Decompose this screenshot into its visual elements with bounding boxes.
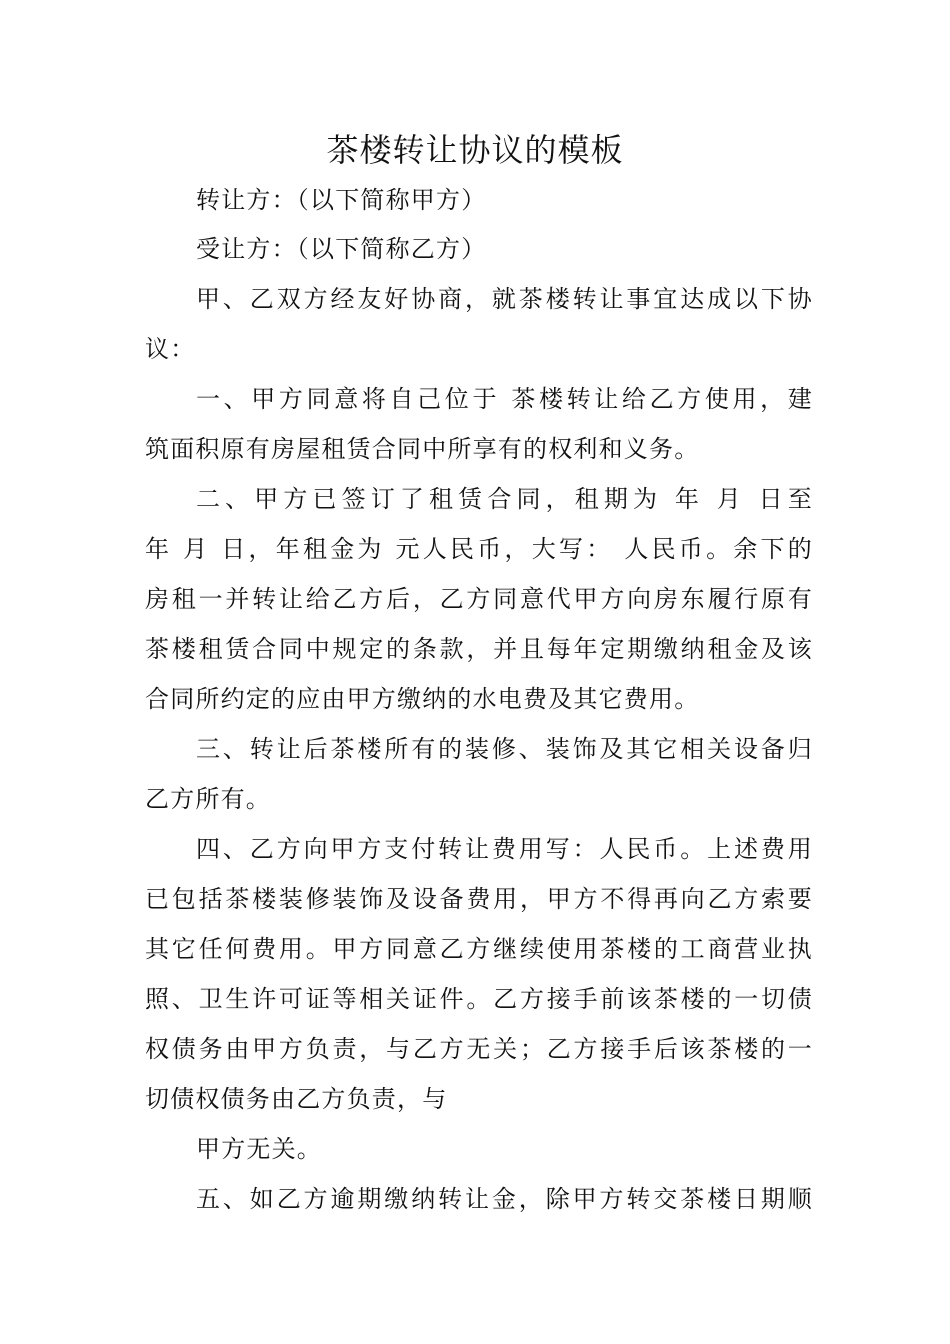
clause-4-line: 甲方无关。 xyxy=(196,1135,322,1163)
clause-3-line: 乙方所有。 xyxy=(145,785,271,813)
clause-4-line: 四、乙方向甲方支付转让费用写：人民币。上述费用 xyxy=(196,835,813,863)
clause-2-line: 年 月 日，年租金为 元人民币，大写： 人民币。余下的 xyxy=(145,535,813,563)
clause-1-line: 一、甲方同意将自己位于 茶楼转让给乙方使用，建 xyxy=(196,385,813,413)
clause-5-line: 五、如乙方逾期缴纳转让金，除甲方转交茶楼日期顺 xyxy=(196,1185,813,1213)
clause-4-line: 切债权债务由乙方负责，与 xyxy=(145,1085,448,1113)
clause-4-line: 其它任何费用。甲方同意乙方继续使用茶楼的工商营业执 xyxy=(145,935,813,963)
clause-1-line: 筑面积原有房屋租赁合同中所享有的权利和义务。 xyxy=(145,435,700,463)
clause-4-line: 已包括茶楼装修装饰及设备费用，甲方不得再向乙方索要 xyxy=(145,885,813,913)
clause-2-line: 茶楼租赁合同中规定的条款，并且每年定期缴纳租金及该 xyxy=(145,635,813,663)
clause-3-line: 三、转让后茶楼所有的装修、装饰及其它相关设备归 xyxy=(196,735,813,763)
document-title: 茶楼转让协议的模板 xyxy=(326,131,624,169)
clause-2-line: 房租一并转让给乙方后，乙方同意代甲方向房东履行原有 xyxy=(145,585,813,613)
clause-2-line: 合同所约定的应由甲方缴纳的水电费及其它费用。 xyxy=(145,685,700,713)
transferee-line: 受让方：（以下简称乙方） xyxy=(196,235,487,263)
transferor-line: 转让方：（以下简称甲方） xyxy=(196,186,487,214)
clause-4-line: 照、卫生许可证等相关证件。乙方接手前该茶楼的一切债 xyxy=(145,985,813,1013)
paragraph-line: 议： xyxy=(145,335,196,363)
paragraph-line: 甲、乙双方经友好协商，就茶楼转让事宜达成以下协 xyxy=(196,285,813,313)
clause-4-line: 权债务由甲方负责，与乙方无关；乙方接手后该茶楼的一 xyxy=(145,1035,813,1063)
clause-2-line: 二、甲方已签订了租赁合同，租期为 年 月 日至 xyxy=(196,485,813,513)
